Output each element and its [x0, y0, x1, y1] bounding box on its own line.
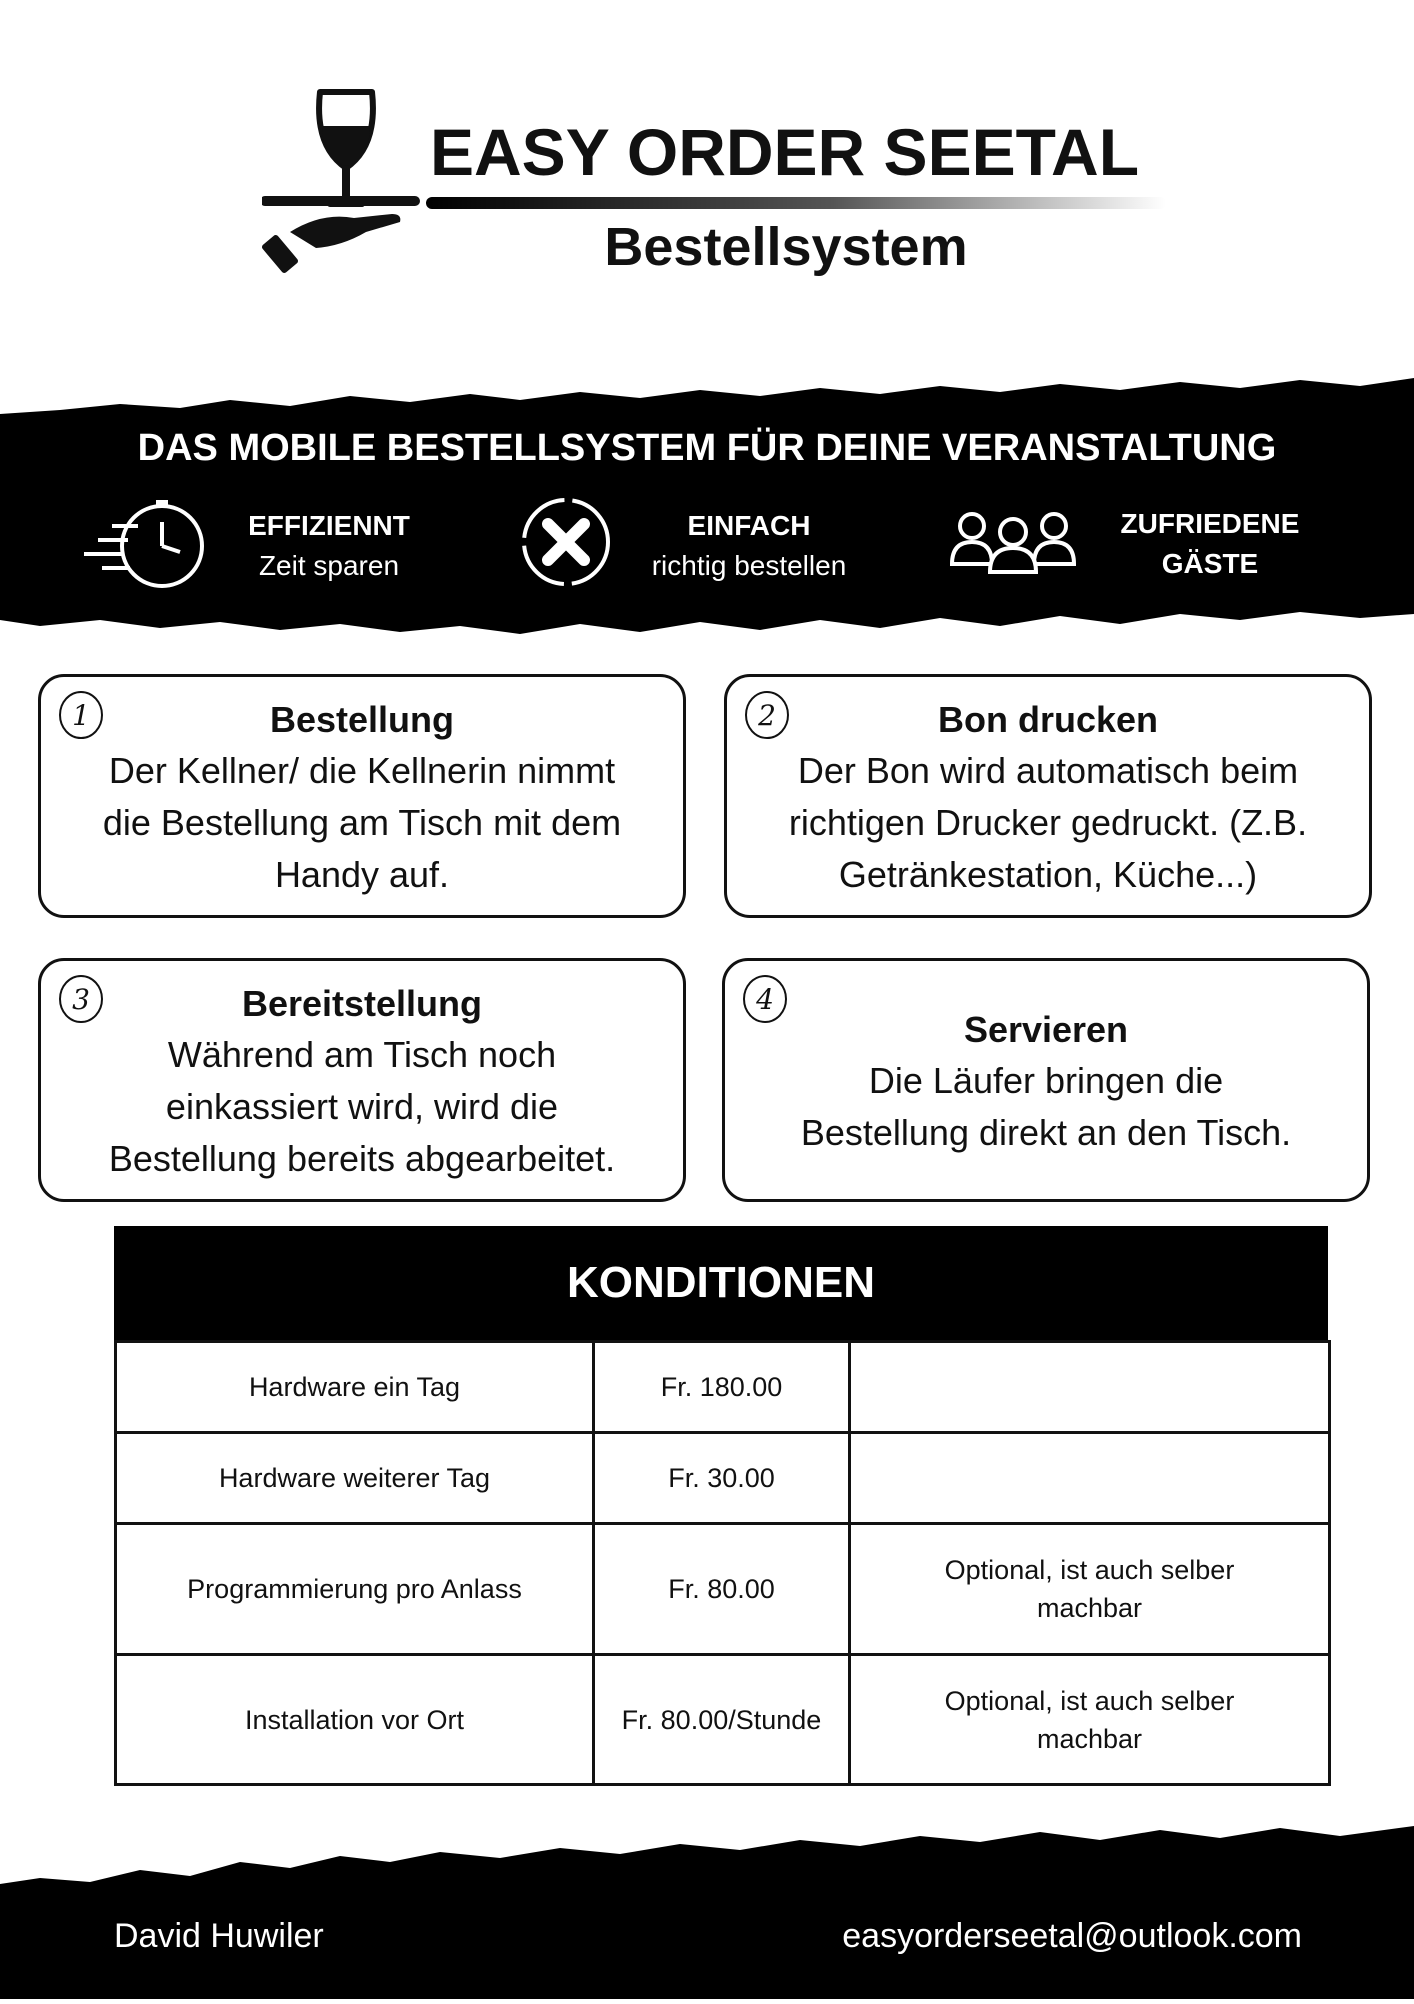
step-title: Servieren — [963, 1009, 1129, 1050]
feature-happy-guests — [1100, 504, 1320, 584]
conditions-table — [114, 1226, 1328, 1786]
svg-text:3: 3 — [72, 983, 90, 1016]
condition-item: Hardware ein Tag — [116, 1342, 594, 1433]
condition-item: Programmierung pro Anlass — [116, 1524, 594, 1655]
step-line: Während am Tisch noch — [167, 1034, 557, 1075]
condition-price: Fr. 30.00 — [594, 1433, 850, 1524]
condition-price: Fr. 180.00 — [594, 1342, 850, 1433]
step-number-2-icon — [743, 689, 791, 741]
svg-text:2: 2 — [758, 699, 776, 732]
condition-price: Fr. 80.00 — [594, 1524, 850, 1655]
step-number-3-icon — [57, 973, 105, 1025]
condition-note — [850, 1433, 1330, 1524]
step-line: einkassiert wird, wird die — [165, 1086, 559, 1127]
footer-name: David Huwiler — [114, 1917, 324, 1955]
condition-note — [850, 1342, 1330, 1433]
svg-text:1: 1 — [72, 699, 90, 732]
condition-note: Optional, ist auch selber machbar — [850, 1524, 1330, 1655]
condition-note: Optional, ist auch selber machbar — [850, 1655, 1330, 1785]
step-card-3 — [38, 958, 686, 1202]
step-line: Der Kellner/ die Kellnerin nimmt — [108, 750, 616, 791]
feature-title: EFFIZIENNT — [248, 510, 410, 541]
table-row — [116, 1655, 1330, 1785]
step-line: Handy auf. — [274, 854, 450, 895]
feature-efficient — [222, 506, 436, 586]
step-card-2 — [724, 674, 1372, 918]
feature-text: richtig bestellen — [651, 550, 847, 581]
group-people-icon — [948, 508, 1078, 574]
brand-title: EASY ORDER SEETAL — [430, 115, 1140, 189]
step-line: Bestellung bereits abgearbeitet. — [108, 1138, 616, 1179]
conditions-grid — [114, 1340, 1331, 1786]
condition-price: Fr. 80.00/Stunde — [594, 1655, 850, 1785]
feature-title: ZUFRIEDENE — [1120, 508, 1300, 539]
cross-circle-icon — [520, 496, 612, 588]
banner-title: DAS MOBILE BESTELLSYSTEM FÜR DEINE VERANSTALTUNG — [137, 427, 1277, 469]
step-line: die Bestellung am Tisch mit dem — [102, 802, 622, 843]
step-title: Bereitstellung — [241, 983, 483, 1024]
step-title: Bestellung — [269, 699, 455, 740]
step-line: Bestellung direkt an den Tisch. — [800, 1112, 1292, 1153]
table-row — [116, 1342, 1330, 1433]
clock-fast-icon — [82, 500, 208, 592]
brand-subtitle: Bestellsystem — [604, 217, 968, 277]
step-line: Der Bon wird automatisch beim — [797, 750, 1299, 791]
footer-background — [0, 1822, 1414, 1999]
feature-title: EINFACH — [687, 510, 811, 541]
footer-email[interactable]: easyorderseetal@outlook.com — [842, 1917, 1302, 1955]
step-line: richtigen Drucker gedruckt. (Z.B. — [788, 802, 1308, 843]
step-number-1-icon — [57, 689, 105, 741]
table-row — [116, 1433, 1330, 1524]
step-title: Bon drucken — [937, 699, 1159, 740]
wine-glass-on-hand-icon — [262, 86, 422, 276]
step-number-4-icon — [741, 973, 789, 1025]
svg-text:4: 4 — [756, 983, 774, 1016]
step-card-4 — [722, 958, 1370, 1202]
feature-text: Zeit sparen — [258, 550, 400, 581]
feature-text: GÄSTE — [1161, 548, 1259, 579]
condition-item: Installation vor Ort — [116, 1655, 594, 1785]
step-line: Die Läufer bringen die — [868, 1060, 1224, 1101]
step-card-1 — [38, 674, 686, 918]
brand-gradient-line — [426, 196, 1166, 208]
step-line: Getränkestation, Küche...) — [838, 854, 1258, 895]
conditions-title: KONDITIONEN — [114, 1226, 1328, 1340]
feature-easy — [624, 506, 874, 586]
condition-item: Hardware weiterer Tag — [116, 1433, 594, 1524]
table-row — [116, 1524, 1330, 1655]
